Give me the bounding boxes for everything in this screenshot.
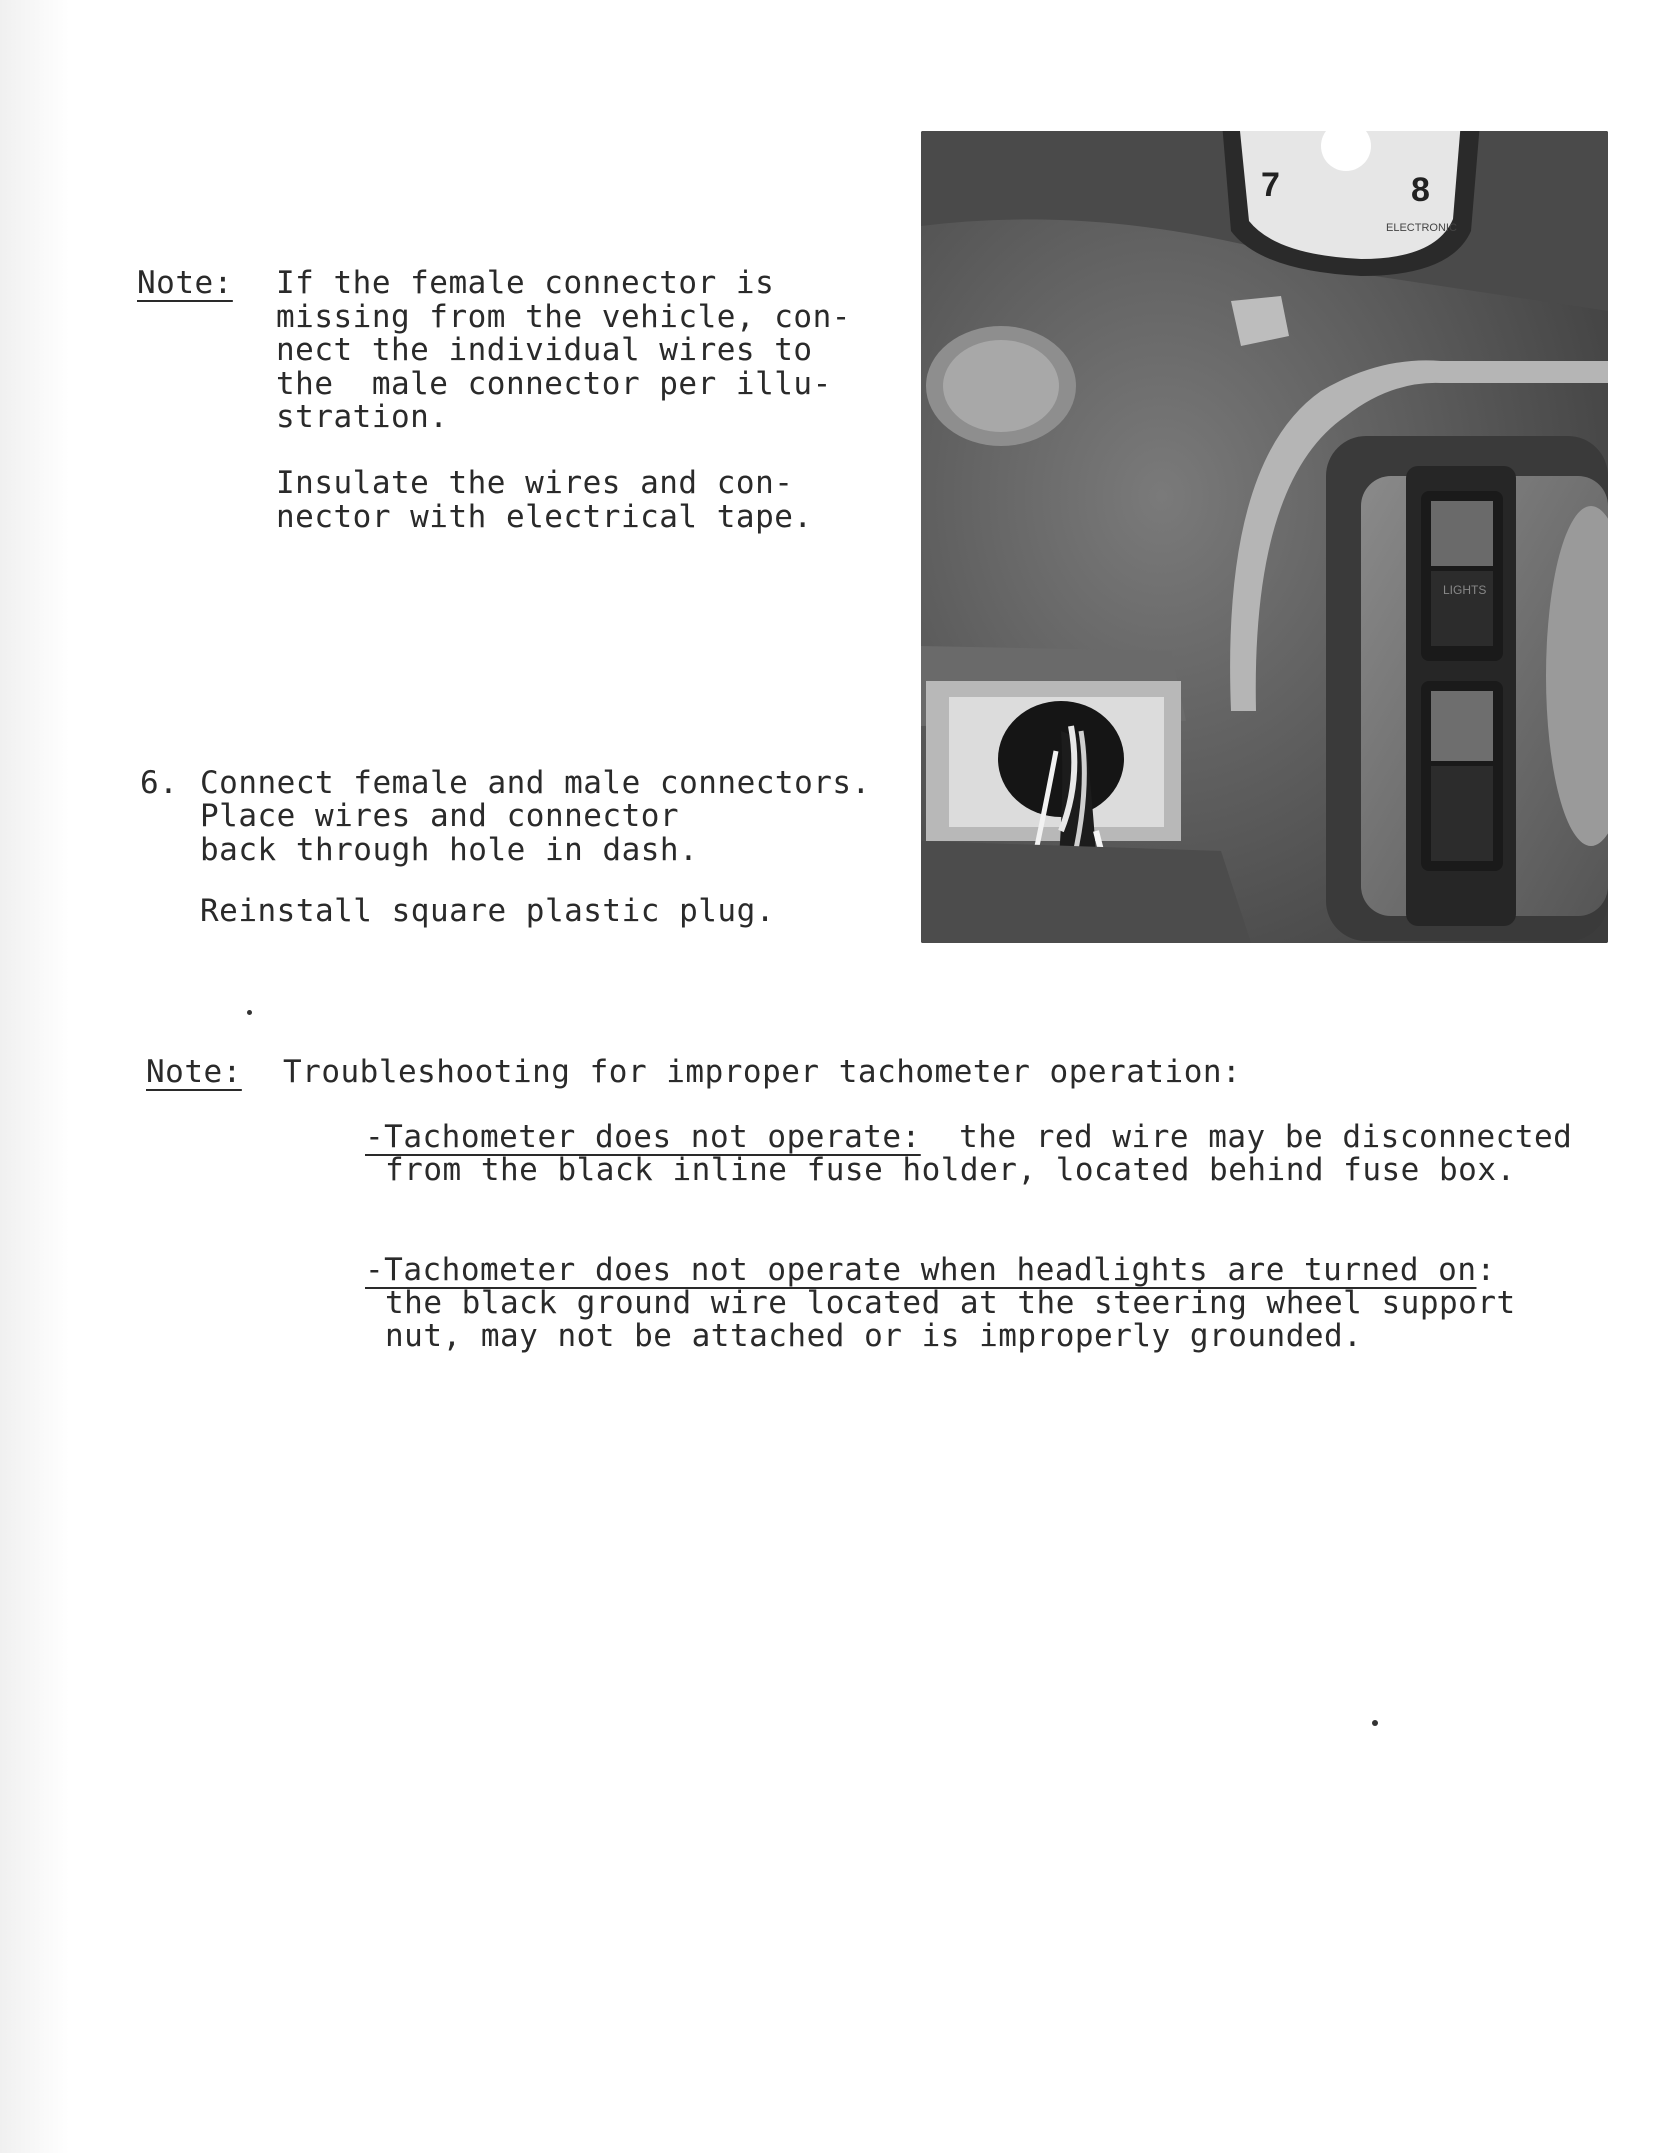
troubleshoot-text: the black ground wire located at the steering wheel support [385,1285,1516,1321]
troubleshoot-text: the red wire may be disconnected [920,1119,1573,1155]
scan-shadow [0,0,70,2153]
troubleshoot-heading: -Tachometer does not operate: [365,1119,921,1155]
troubleshoot-heading: -Tachometer does not operate when headlights are turned on [365,1252,1477,1288]
troubleshoot-text: nut, may not be attached or is improperly grounded. [385,1318,1363,1354]
step6-line: Connect female and male connectors. [200,765,871,801]
note1-line: nect the individual wires to [276,332,813,368]
gauge-digit: 8 [1411,171,1430,209]
rocker-switch-icon [1421,681,1503,871]
troubleshoot-text: : [1476,1252,1496,1288]
insulate-line: Insulate the wires and con- [276,465,794,501]
note1-line: missing from the vehicle, con- [276,299,851,335]
troubleshoot-first-line [365,1120,1572,1154]
troubleshoot-first-line [365,1253,1496,1287]
step-number: 6. [140,765,179,801]
note1-line: If the female connector is [276,265,775,301]
insulate-line: nector with electrical tape. [276,499,813,535]
note2-label: Note: [146,1054,242,1090]
dashboard-photo [921,131,1608,943]
note1-line: stration. [276,399,449,435]
troubleshoot-text: from the black inline fuse holder, located behind fuse box. [385,1152,1516,1188]
note1-line: the male connector per illu- [276,366,832,402]
step6-line: Place wires and connector [200,798,680,834]
note2-intro: Troubleshooting for improper tachometer operation: [283,1054,1242,1090]
speck [1372,1720,1378,1726]
step6-line: back through hole in dash. [200,832,699,868]
light-switch-icon [1421,491,1503,661]
switch-label: LIGHTS [1443,583,1487,597]
speck [247,1010,252,1015]
gauge-icon [1221,131,1481,276]
gauge-digit: 7 [1261,166,1280,204]
note1-label: Note: [137,265,233,301]
svg-text:ELECTRONIC: ELECTRONIC [1386,222,1457,234]
reinstall-line: Reinstall square plastic plug. [200,893,775,929]
